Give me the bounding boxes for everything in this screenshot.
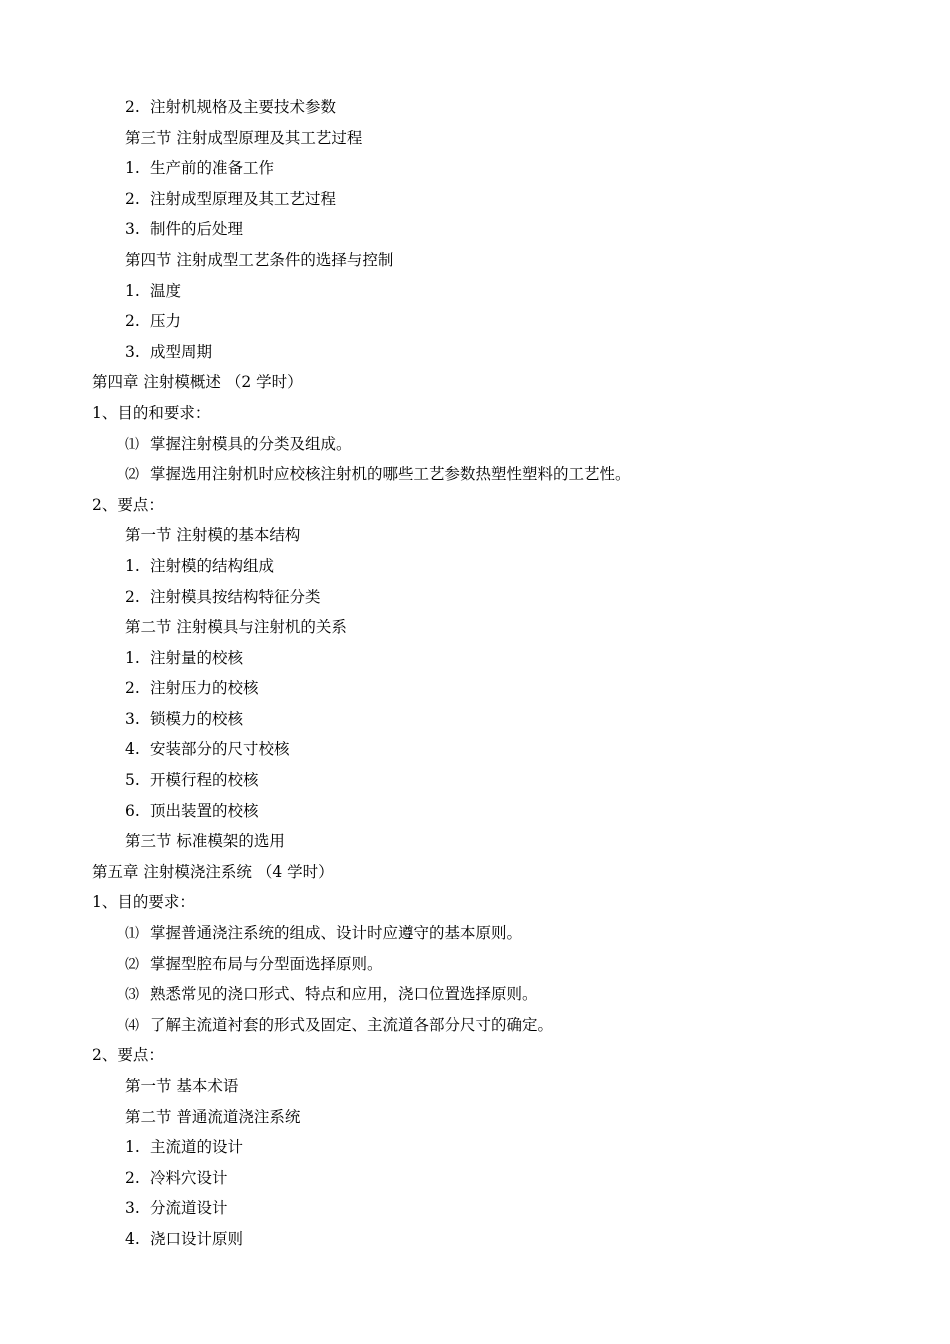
item-number: 1.	[125, 556, 140, 575]
sub-line	[0, 337, 950, 368]
line-text: 第二节 注射模具与注射机的关系	[125, 618, 347, 637]
section-line	[0, 123, 950, 154]
line-text: 注射模的结构组成	[150, 556, 275, 575]
item-number: 4.	[125, 740, 140, 759]
line-text: 第一节 注射模的基本结构	[125, 526, 301, 545]
line-text: 锁模力的校核	[150, 709, 244, 728]
item-number: ⑵	[125, 467, 139, 484]
line-text: 1、目的和要求：	[92, 403, 211, 422]
section-line	[0, 520, 950, 551]
sub-line	[0, 1224, 950, 1255]
line-text: 1、目的要求：	[92, 893, 195, 912]
section-line	[0, 245, 950, 276]
line-text: 安装部分的尺寸校核	[150, 740, 290, 759]
item-number: ⑷	[125, 1017, 139, 1034]
line-text: 第二节 普通流道浇注系统	[125, 1107, 301, 1126]
section-line	[0, 826, 950, 857]
sub-line	[0, 704, 950, 735]
line-text: 第三节 注射成型原理及其工艺过程	[125, 128, 363, 147]
sub-line	[0, 184, 950, 215]
item-number: 1.	[125, 159, 140, 178]
line-text: 注射机规格及主要技术参数	[150, 98, 337, 116]
sub-line	[0, 582, 950, 613]
obj-line	[0, 459, 950, 490]
item-number: 2.	[125, 312, 140, 331]
obj-line	[0, 429, 950, 460]
line-text: 制件的后处理	[150, 220, 244, 239]
chapter-line	[0, 857, 950, 888]
line-text: 2、要点：	[92, 495, 164, 514]
line-text: 第四章 注射模概述 （2 学时）	[92, 373, 303, 392]
item-number: 2.	[125, 679, 140, 698]
item-number: 2.	[125, 98, 140, 116]
line-text: 了解主流道衬套的形式及固定、主流道各部分尺寸的确定。	[150, 1015, 554, 1034]
item-number: 2.	[125, 1168, 140, 1187]
item-number: 2.	[125, 189, 140, 208]
obj-line	[0, 949, 950, 980]
section-line	[0, 1102, 950, 1133]
sub-line	[0, 92, 950, 123]
sub-line	[0, 673, 950, 704]
item-number: ⑶	[125, 987, 139, 1004]
line-text: 顶出装置的校核	[150, 801, 259, 820]
item-number: 3.	[125, 342, 140, 361]
chapter-line	[0, 490, 950, 521]
line-text: 第三节 标准模架的选用	[125, 832, 285, 851]
chapter-line	[0, 1040, 950, 1071]
line-text: 分流道设计	[150, 1199, 228, 1218]
document-page	[0, 92, 950, 1255]
line-text: 掌握型腔布局与分型面选择原则。	[150, 954, 383, 973]
item-number: ⑴	[125, 436, 139, 453]
item-number: 6.	[125, 801, 140, 820]
obj-line	[0, 918, 950, 949]
item-number: ⑵	[125, 956, 139, 973]
item-number: 4.	[125, 1229, 140, 1248]
sub-line	[0, 276, 950, 307]
line-text: 掌握普通浇注系统的组成、设计时应遵守的基本原则。	[150, 924, 523, 943]
sub-line	[0, 643, 950, 674]
sub-line	[0, 306, 950, 337]
item-number: 1.	[125, 1138, 140, 1157]
sub-line	[0, 551, 950, 582]
sub-line	[0, 1193, 950, 1224]
obj-line	[0, 1010, 950, 1041]
obj-line	[0, 979, 950, 1010]
item-number: 3.	[125, 220, 140, 239]
sub-line	[0, 796, 950, 827]
line-text: 主流道的设计	[150, 1138, 244, 1157]
line-text: 第五章 注射模浇注系统 （4 学时）	[92, 862, 334, 881]
line-text: 生产前的准备工作	[150, 159, 275, 178]
line-text: 注射压力的校核	[150, 679, 259, 698]
chapter-line	[0, 887, 950, 918]
chapter-line	[0, 398, 950, 429]
sub-line	[0, 734, 950, 765]
line-text: 注射量的校核	[150, 648, 244, 667]
sub-line	[0, 214, 950, 245]
chapter-line	[0, 367, 950, 398]
section-line	[0, 612, 950, 643]
line-text: 注射成型原理及其工艺过程	[150, 189, 337, 208]
item-number: 3.	[125, 709, 140, 728]
item-number: ⑴	[125, 926, 139, 943]
sub-line	[0, 1163, 950, 1194]
line-text: 掌握注射模具的分类及组成。	[150, 434, 352, 453]
line-text: 温度	[150, 281, 182, 300]
sub-line	[0, 153, 950, 184]
line-text: 冷料穴设计	[150, 1168, 228, 1187]
line-text: 掌握选用注射机时应校核注射机的哪些工艺参数热塑性塑料的工艺性。	[150, 465, 631, 484]
sub-line	[0, 765, 950, 796]
line-text: 注射模具按结构特征分类	[150, 587, 321, 606]
item-number: 1.	[125, 648, 140, 667]
line-text: 浇口设计原则	[150, 1229, 244, 1248]
item-number: 3.	[125, 1199, 140, 1218]
line-text: 熟悉常见的浇口形式、特点和应用，浇口位置选择原则。	[150, 985, 538, 1004]
line-text: 第四节 注射成型工艺条件的选择与控制	[125, 250, 394, 269]
item-number: 2.	[125, 587, 140, 606]
line-text: 2、要点：	[92, 1046, 164, 1065]
sub-line	[0, 1132, 950, 1163]
item-number: 5.	[125, 771, 140, 790]
line-text: 压力	[150, 312, 182, 331]
line-text: 开模行程的校核	[150, 771, 259, 790]
line-text: 成型周期	[150, 342, 213, 361]
line-text: 第一节 基本术语	[125, 1077, 239, 1095]
section-line	[0, 1071, 950, 1102]
item-number: 1.	[125, 281, 140, 300]
